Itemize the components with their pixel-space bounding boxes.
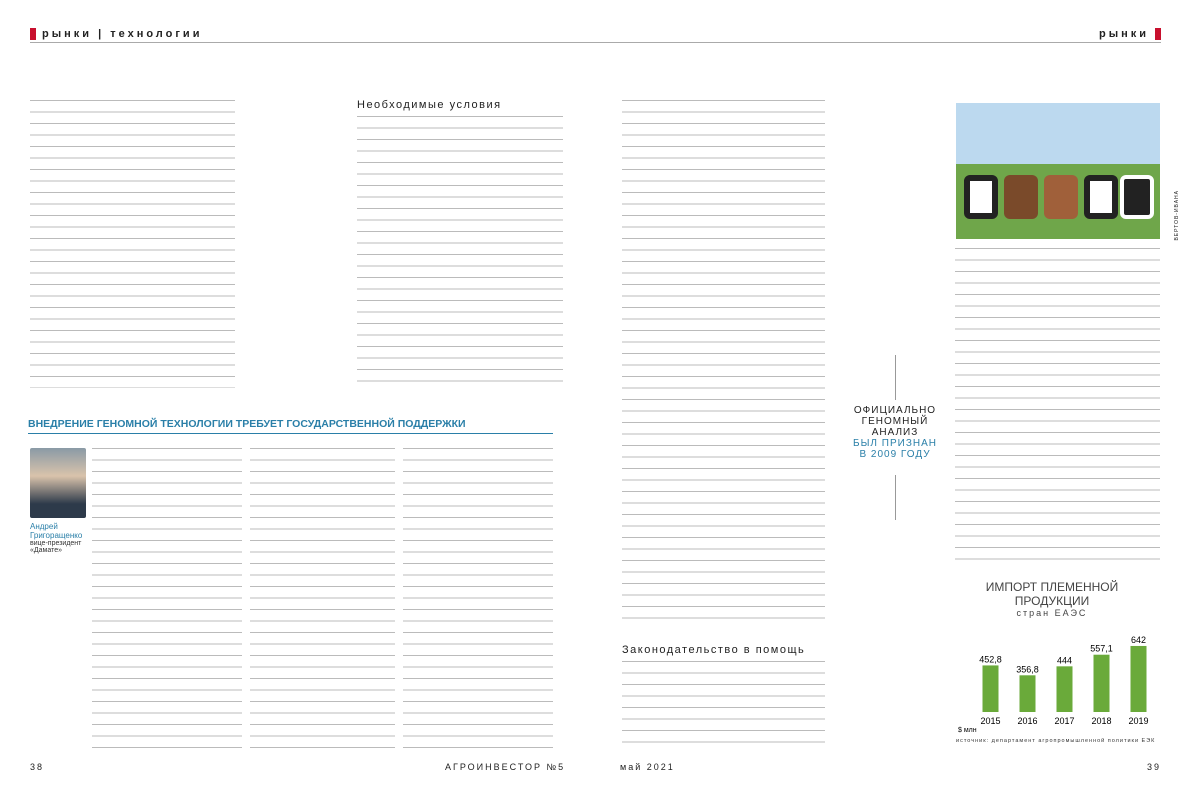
subheading: Законодательство в помощь bbox=[622, 644, 806, 656]
body-column-1 bbox=[30, 100, 235, 388]
chart-bar bbox=[983, 665, 999, 712]
cow bbox=[1120, 175, 1154, 219]
portrait-photo bbox=[30, 448, 86, 518]
chart-category-label: 2019 bbox=[1128, 716, 1149, 726]
interview-column-1 bbox=[92, 448, 242, 758]
section-header-right: рынки bbox=[1099, 28, 1161, 40]
magazine-name: АГРОИНВЕСТОР №5 bbox=[445, 762, 566, 772]
chart-value-label: 452,8 bbox=[979, 654, 1002, 665]
portrait-caption bbox=[30, 522, 90, 554]
body-column-3b bbox=[622, 645, 825, 755]
chart-category-label: 2017 bbox=[1054, 716, 1075, 726]
page-number-left: 38 bbox=[30, 762, 45, 772]
photo-credit: ВЕРТОВ-ИВАНА bbox=[1174, 190, 1180, 241]
chart-title: ИМПОРТ ПЛЕМЕННОЙ ПРОДУКЦИИ bbox=[985, 580, 1119, 608]
issue-date: май 2021 bbox=[620, 762, 675, 772]
callout-rule-bottom bbox=[895, 475, 896, 520]
cow bbox=[1004, 175, 1038, 219]
pull-quote bbox=[845, 405, 945, 460]
callout-line: ГЕНОМНЫЙ АНАЛИЗ bbox=[861, 416, 929, 438]
chart-category-label: 2018 bbox=[1091, 716, 1112, 726]
callout-line: ОФИЦИАЛЬНО bbox=[853, 405, 937, 416]
interview-banner: ВНЕДРЕНИЕ ГЕНОМНОЙ ТЕХНОЛОГИИ ТРЕБУЕТ ГОСУДАРСТВЕННОЙ ПОДДЕРЖКИ bbox=[28, 418, 553, 434]
chart-bar bbox=[1057, 666, 1073, 712]
import-bar-chart bbox=[956, 620, 1161, 735]
body-column-2 bbox=[357, 100, 563, 390]
callout-rule-top bbox=[895, 355, 896, 400]
subheading: Необходимые условия bbox=[357, 99, 502, 111]
chart-subtitle: стран ЕАЭС bbox=[1016, 608, 1088, 618]
interview-column-3 bbox=[403, 448, 553, 758]
chart-unit-label: $ млн bbox=[958, 727, 977, 734]
chart-value-label: 356,8 bbox=[1016, 664, 1039, 675]
page-number-right: 39 bbox=[1146, 762, 1161, 772]
person-role: вице-президент «Дамате» bbox=[30, 540, 82, 554]
chart-value-label: 642 bbox=[1130, 634, 1147, 645]
cow bbox=[1044, 175, 1078, 219]
interview-column-2 bbox=[250, 448, 395, 758]
cow bbox=[964, 175, 998, 219]
cows-photo bbox=[956, 103, 1160, 239]
chart-bar bbox=[1094, 655, 1110, 712]
cow bbox=[1084, 175, 1118, 219]
chart-category-label: 2015 bbox=[980, 716, 1001, 726]
body-column-4 bbox=[955, 248, 1160, 568]
callout-line: В 2009 ГОДУ bbox=[859, 449, 931, 460]
chart-value-label: 444 bbox=[1056, 655, 1073, 666]
chart-value-label: 557,1 bbox=[1090, 643, 1113, 654]
person-name: Андрей Григоращенко bbox=[30, 522, 83, 540]
body-column-3 bbox=[622, 100, 825, 620]
chart-bar bbox=[1131, 646, 1147, 712]
chart-source: источник: департамент агропромышленной политики ЕЭК bbox=[956, 738, 1156, 744]
chart-category-label: 2016 bbox=[1017, 716, 1038, 726]
section-header-left: рынки | технологии bbox=[30, 28, 202, 40]
top-rule bbox=[30, 42, 1161, 43]
callout-line: БЫЛ ПРИЗНАН bbox=[853, 438, 937, 449]
chart-bar bbox=[1020, 675, 1036, 712]
